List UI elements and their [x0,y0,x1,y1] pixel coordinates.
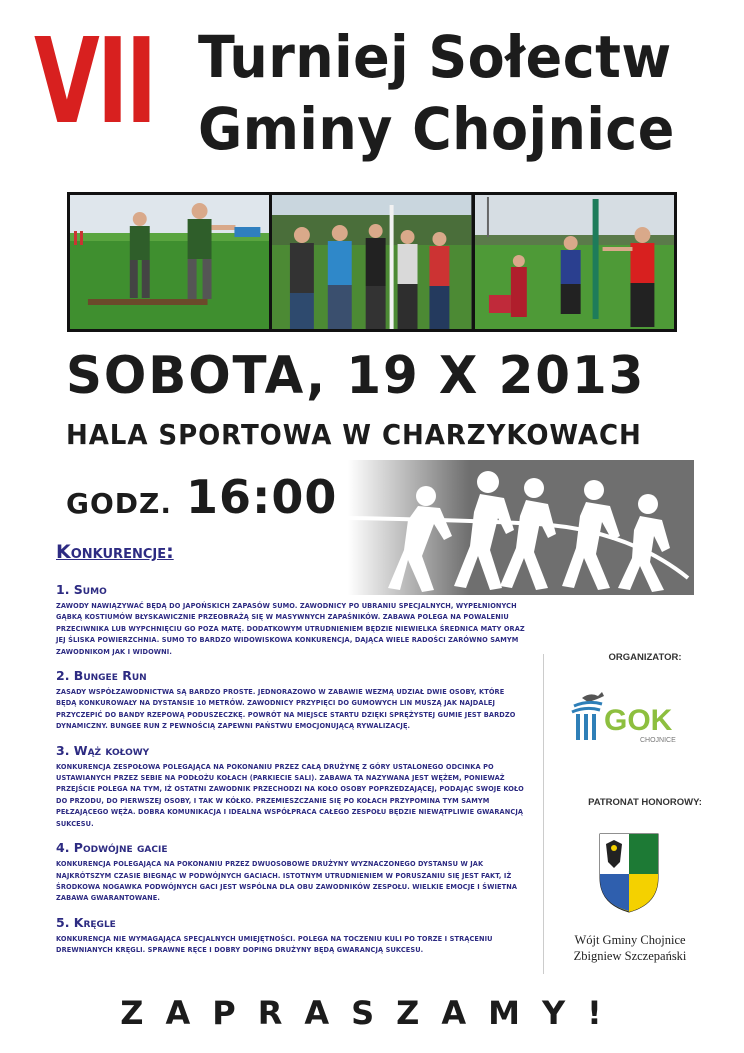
gok-logo [568,684,688,746]
competition-description: KONKURENCJA POLEGAJĄCA NA POKONANIU PRZEZ DWUOSOBOWE DRUŻYNY WYZNACZONEGO DYSTANSU W JAK NAJKRÓTSZYM CZASIE BIEGNĄC W PODWÓJNYCH GACIACH. ISTOTNYM UTRUDNIENIEM W PORUSZANIU SIĘ JEST FAKT, IŻ ŚRODKOWA NOGAWKA PODWÓJNYCH GACI JEST WSPÓLNA DLA OBU ZAWODNIKÓW ZESPOŁU. WIELKIE EMOCJE I ŚWIETNA ZABAWA GWARANTOWANE. [56,860,518,903]
edition-numeral: VII [34,12,155,150]
photo-crowd [272,195,471,329]
competition-description: ZAWODY NAWIĄZYWAĆ BĘDĄ DO JAPOŃSKICH ZAPASÓW SUMO. ZAWODNICY PO UBRANIU SPECJALNYCH, WYPEŁNIONYCH GĄBKĄ KOSTIUMÓW BŁYSKAWICZNIE PRZEOBRAŻĄ SIĘ W MASYWNYCH ZAPAŚNIKÓW. ZABAWA POLEGA NA POWALENIU PRZECIWNIKA LUB WYPCHNIĘCIU GO POZA MATĘ. DODATKOWYM UTRUDNIENIEM BĘDZIE NIEWIELKA ŚREDNICA MATY ORAZ JEJ ŚLISKA POWIERZCHNIA. SUMO TO BARDZO WIDOWISKOWA KONKURENCJA, DAJĄCA WIELE RADOŚCI ZARÓWNO SAMYM ZAWODNIKOM JAK I WIDOWNI. [56,602,525,656]
title-line-1: Turniej Sołectw [198,23,672,91]
tug-of-war-silhouette [348,460,694,595]
competition-title: 4. Podwójne gacie [56,840,168,856]
event-time [66,470,337,524]
competition-item [56,840,526,905]
competition-title: 1. Sumo [56,582,107,597]
competition-item [56,582,526,658]
competition-item [56,743,526,830]
poster-header [0,0,744,190]
competition-title: 3. Wąż kołowy [56,742,150,758]
time-label: GODZ. [66,487,172,520]
gmina-coat-of-arms [598,832,660,914]
photo-sumo-field [70,195,269,329]
photo-archery [475,195,674,329]
gok-logo-text: GOK [604,704,673,737]
competitions-heading: Konkurencje: [56,541,174,563]
gok-logo-subtext: CHOJNICE [640,737,676,744]
signer-name: Zbigniew Szczepański [573,949,687,963]
competition-list [56,582,526,967]
competition-description: KONKURENCJA ZESPOŁOWA POLEGAJĄCA NA POKONANIU PRZEZ CAŁĄ DRUŻYNĘ Z GÓRY USTALONEGO ODCINKA PO USTAWIANYCH PRZEZ SEBIE NA PODŁOŻU KOŁACH (PARKIECIE SALI). ZABAWA TA NAZYWANA JEST WĘŻEM, PONIEWAŻ PRZEJŚCIE POLEGA NA TYM, IŻ OSTATNI ZAWODNIK PRZECHODZI NA KOŁO OSOBY POPRZEDZAJĄCEJ, PODAJĄC SWOJE KOŁO DO PRZODU, DO PIERWSZEJ OSOBY, I TAK W KÓŁKO. PRZEMIESZCZANIE SIĘ PO KOŁACH PRZYPOMINA TYM SAMYM PEŁZAJĄCEGO WĘŻA. DOBRA KOMUNIKACJA I IDEALNA WSPÓŁPRACA CAŁEGO ZESPOŁU BĘDZIE NIEWĄTPLIWIE GWARANCJĄ SUKCESU. [56,762,524,828]
competition-item [56,668,526,733]
competition-item [56,915,526,957]
event-venue: HALA SPORTOWA W CHARZYKOWACH [66,418,642,451]
time-value: 16:00 [185,470,338,524]
patron-label: PATRONAT HONOROWY: [588,797,702,808]
organizer-label: ORGANIZATOR: [608,652,682,663]
competition-title: 2. Bungee Run [56,668,147,684]
event-date: SOBOTA, 19 X 2013 [66,346,646,406]
competition-description: KONKURENCJA NIE WYMAGAJĄCA SPECJALNYCH UMIEJĘTNOŚCI. POLEGA NA TOCZENIU KULI PO TORZE I STRĄCENIU DREWNIANYCH KRĘGLI. SPRAWNE RĘCE I DOBRY DOPING DRUŻYNY BĘDĄ GWARANCJĄ SUKCESU. [56,934,493,955]
competition-description: ZASADY WSPÓŁZAWODNICTWA SĄ BARDZO PROSTE. JEDNORAZOWO W ZABAWIE WEZMĄ UDZIAŁ DWIE OSOBY, KTÓRE BĘDĄ KONKUROWAŁY NA DYSTANSIE 10 METRÓW. ZAWODNICY PRZYPIĘCI DO GUMOWYCH LIN MUSZĄ JAK NAJDALEJ PRZYCZEPIĆ DO BANDY RZEPOWĄ PODUSZECZKĘ. POWRÓT NA MIEJSCE STARTU DZIĘKI SPRĘŻYSTEJ GUMIE JEST BARDZO DYNAMICZNY. BUNGEE RUN Z PEWNOŚCIĄ ZAPEWNI PAŃSTWU EMOCJONUJĄCĄ RYWALIZACJĘ. [56,688,516,731]
photo-strip [67,192,677,332]
invitation-footer: ZAPRASZAMY! [120,994,624,1032]
sidebar-divider [543,654,544,974]
title-line-2: Gminy Chojnice [198,95,675,163]
competition-title: 5. Kręgle [56,914,116,930]
signer-title: Wójt Gminy Chojnice [574,933,686,947]
